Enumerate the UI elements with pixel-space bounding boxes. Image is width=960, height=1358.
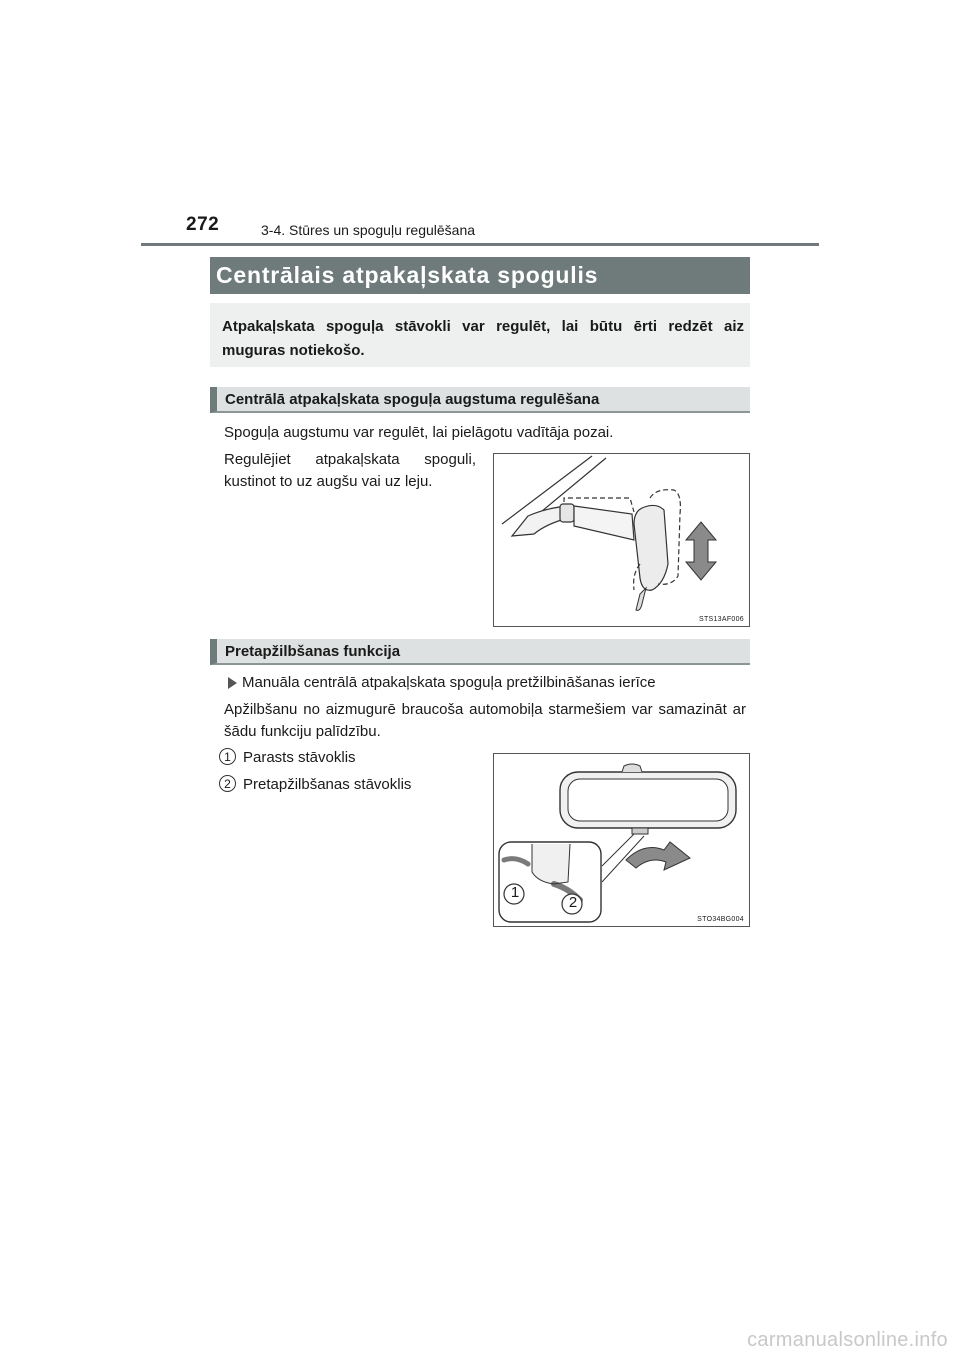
page-number: 272	[186, 214, 220, 235]
item-number-2: 2	[219, 775, 236, 792]
height-section-heading	[210, 387, 750, 413]
height-section-heading-text: Centrālā atpakaļskata spoguļa augstuma regulēšana	[225, 391, 600, 408]
section-header: 3-4. Stūres un spoguļu regulēšana	[261, 222, 476, 238]
page-title: Centrālais atpakaļskata spogulis	[216, 262, 599, 288]
antiglare-figure	[493, 753, 750, 927]
mirror-height-illustration	[494, 454, 749, 626]
intro-text: Atpakaļskata spoguļa stāvokli var regulēt, lai būtu ērti redzēt aiz muguras notiekošo.	[222, 318, 744, 359]
figure-code: STS13AF006	[698, 616, 744, 623]
antiglare-illustration	[494, 754, 749, 926]
item-label-2: Pretapžilbšanas stāvoklis	[243, 776, 412, 793]
figure-label-1: 1	[510, 884, 520, 901]
header-divider	[141, 243, 819, 246]
antiglare-section-heading-text: Pretapžilbšanas funkcija	[225, 643, 401, 660]
item-number-1: 1	[219, 748, 236, 765]
height-paragraph-1: Spoguļa augstumu var regulēt, lai pielāgotu vadītāja pozai.	[224, 424, 614, 441]
antiglare-bullet-text: Manuāla centrālā atpakaļskata spoguļa pretžilbināšanas ierīce	[242, 674, 656, 691]
antiglare-section-heading	[210, 639, 750, 665]
item-label-1: Parasts stāvoklis	[243, 749, 356, 766]
mirror-height-figure	[493, 453, 750, 627]
figure-label-2: 2	[568, 894, 578, 911]
antiglare-paragraph: Apžilbšanu no aizmugurē braucoša automobiļa starmešiem var samazināt ar šādu funkciju palīdzību.	[224, 701, 746, 740]
bullet-arrow-icon	[228, 677, 237, 689]
figure-code: STO34BG004	[697, 916, 744, 923]
footer-watermark: carmanualsonline.info	[747, 1329, 948, 1351]
height-paragraph-2: Regulējiet atpakaļskata spoguli, kustinot to uz augšu vai uz leju.	[224, 451, 476, 490]
